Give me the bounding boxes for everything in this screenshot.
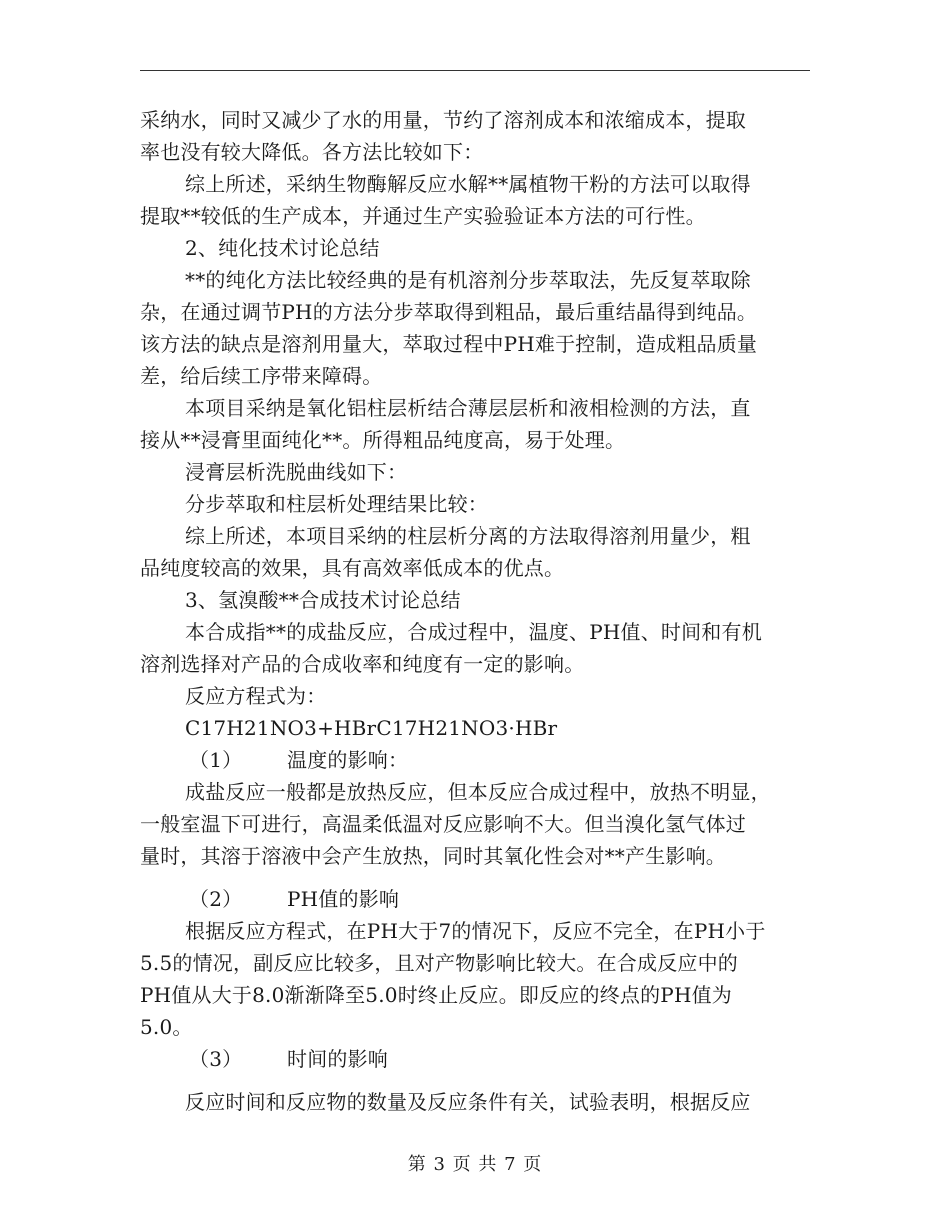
header-rule xyxy=(140,70,810,71)
document-body xyxy=(140,104,810,1118)
paragraph-line: 接从**浸膏里面纯化**。所得粗品纯度高，易于处理。 xyxy=(140,428,626,452)
paragraph-line: 本项目采纳是氧化铝柱层析结合薄层层析和液相检测的方法，直 xyxy=(185,396,751,420)
paragraph-line: 5.5的情况，副反应比较多，且对产物影响比较大。在合成反应中的 xyxy=(140,951,739,975)
paragraph-line: 一般室温下可进行，高温柔低温对反应影响不大。但当溴化氢气体过 xyxy=(140,812,746,836)
paragraph-line: C17H21NO3+HBrC17H21NO3·HBr xyxy=(185,716,558,740)
paragraph-line: 杂，在通过调节PH的方法分步萃取得到粗品，最后重结晶得到纯品。 xyxy=(140,300,758,324)
paragraph-line: 品纯度较高的效果，具有高效率低成本的优点。 xyxy=(140,556,565,580)
line-spacer xyxy=(140,1075,810,1086)
paragraph-line: 率也没有较大降低。各方法比较如下： xyxy=(140,140,484,164)
paragraph-line: 采纳水，同时又减少了水的用量，节约了溶剂成本和浓缩成本，提取 xyxy=(140,108,746,132)
paragraph-line: 差，给后续工序带来障碍。 xyxy=(140,364,383,388)
paragraph-line: 综上所述，采纳生物酶解反应水解**属植物干粉的方法可以取得 xyxy=(185,172,751,196)
page-number: 第 3 页 共 7 页 xyxy=(407,1154,543,1175)
subheading-number: （3） xyxy=(189,1047,243,1071)
subheading-line xyxy=(140,744,810,776)
subheading-text: 温度的影响： xyxy=(287,748,409,772)
paragraph-line: PH值从大于8.0渐渐降至5.0时终止反应。即反应的终点的PH值为 xyxy=(140,983,733,1007)
subheading-line xyxy=(140,883,810,915)
paragraph-line: 提取**较低的生产成本，并通过生产实验验证本方法的可行性。 xyxy=(140,204,706,228)
subheading-number: （1） xyxy=(189,748,243,772)
paragraph-line: 2、纯化技术讨论总结 xyxy=(185,236,380,260)
paragraph-line: 成盐反应一般都是放热反应，但本反应合成过程中，放热不明显， xyxy=(185,780,771,804)
paragraph-line: 5.0。 xyxy=(140,1015,193,1039)
subheading-text: 时间的影响 xyxy=(287,1047,388,1071)
paragraph-line: 反应时间和反应物的数量及反应条件有关，试验表明，根据反应 xyxy=(185,1090,751,1114)
paragraph-line: 浸膏层析洗脱曲线如下： xyxy=(185,460,408,484)
subheading-number: （2） xyxy=(189,887,243,911)
paragraph-line: 反应方程式为： xyxy=(185,684,327,708)
line-spacer xyxy=(140,872,810,883)
paragraph-line: **的纯化方法比较经典的是有机溶剂分步萃取法，先反复萃取除 xyxy=(185,268,751,292)
paragraph-line: 3、氢溴酸**合成技术讨论总结 xyxy=(185,588,461,612)
paragraph-line: 该方法的缺点是溶剂用量大，萃取过程中PH难于控制，造成粗品质量 xyxy=(140,332,758,356)
paragraph-line: 溶剂选择对产品的合成收率和纯度有一定的影响。 xyxy=(140,652,585,676)
subheading-line xyxy=(140,1043,810,1075)
paragraph-line: 综上所述，本项目采纳的柱层析分离的方法取得溶剂用量少，粗 xyxy=(185,524,751,548)
paragraph-line: 量时，其溶于溶液中会产生放热，同时其氧化性会对**产生影响。 xyxy=(140,844,726,868)
paragraph-line: 分步萃取和柱层析处理结果比较： xyxy=(185,492,488,516)
paragraph-line: 本合成指**的成盐反应，合成过程中，温度、PH值、时间和有机 xyxy=(185,620,762,644)
subheading-text: PH值的影响 xyxy=(287,887,400,911)
paragraph-line: 根据反应方程式，在PH大于7的情况下，反应不完全，在PH小于 xyxy=(185,919,766,943)
